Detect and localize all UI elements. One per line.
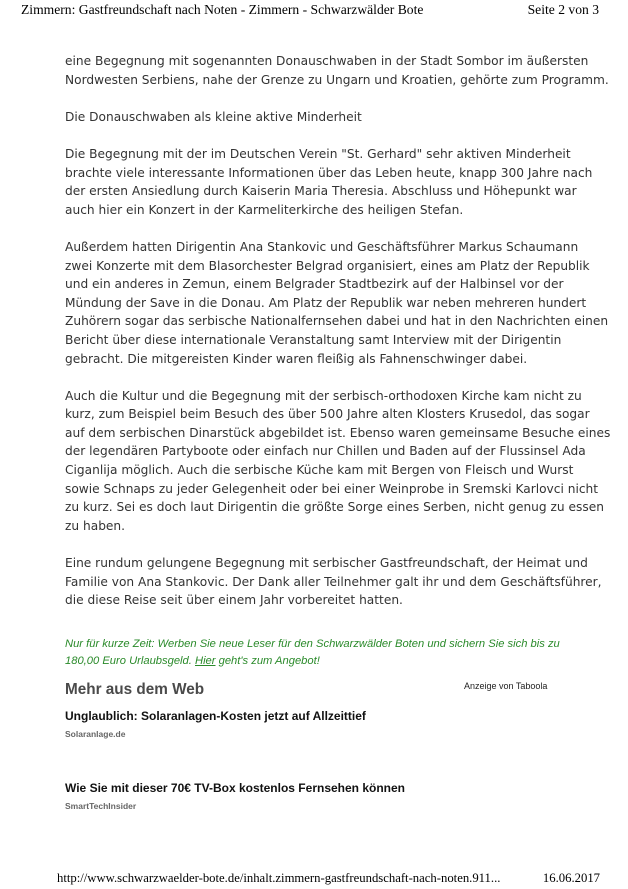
text-line: sowie Schnaps zu jeder Gelegenheit oder bei einer Weinprobe in Sremski Karlovci nicht [65, 481, 599, 496]
promo-line: Nur für kurze Zeit: Werben Sie neue Leser für den Schwarzwälder Boten und sichern Sie sich bis zu [65, 638, 560, 650]
print-footer [0, 871, 628, 889]
sponsor-label[interactable]: Anzeige von Taboola [464, 681, 548, 691]
text-line: auf dem serbischen Dinarstück abgebildet ist. Ebenso waren gemeinsame Besuche eines [65, 425, 611, 440]
article-subheading [65, 108, 565, 127]
text-line: gebracht. Die mitgereisten Kinder waren fleißig als Fahnenschwinger dabei. [65, 351, 528, 366]
text-line: Außerdem hatten Dirigentin Ana Stankovic und Geschäftsführer Markus Schaumann [65, 239, 579, 254]
recommendations-heading: Mehr aus dem Web [65, 681, 205, 698]
text-line: die diese Reise seit über einem Jahr vorbereitet hatten. [65, 593, 403, 608]
promo-notice [65, 636, 575, 670]
article-paragraph [65, 387, 611, 536]
text-line: brachte viele interessante Informationen über das Leben heute, knapp 300 Jahre nach [65, 165, 593, 180]
text-line: auch hier ein Konzert in der Karmeliterkirche des heiligen Stefan. [65, 202, 464, 217]
text-line: der ersten Ansiedlung durch Kaiserin Maria Theresia. Abschluss und Höhepunkt war [65, 184, 577, 199]
subheading-text: Die Donauschwaben als kleine aktive Minderheit [65, 109, 362, 124]
recommendation-item[interactable] [65, 781, 585, 811]
promo-text: geht's zum Angebot! [215, 655, 320, 667]
text-line: der legendären Partyboote oder einfach nur Chillen und Baden auf der Flussinsel Ada [65, 444, 586, 459]
print-date: 16.06.2017 [542, 871, 600, 885]
recommendation-source: SmartTechInsider [65, 801, 137, 811]
text-line: zu haben. [65, 518, 126, 533]
text-line: eine Begegnung mit sogenannten Donauschwaben in der Stadt Sombor im äußersten [65, 54, 589, 68]
article-paragraph [65, 554, 602, 610]
text-line: Familie von Ana Stankovic. Der Dank aller Teilnehmer galt ihr und dem Geschäftsführer, [65, 574, 602, 589]
recommendation-title[interactable]: Unglaublich: Solaranlagen-Kosten jetzt auf Allzeittief [65, 709, 366, 723]
text-line: Eine rundum gelungene Begegnung mit serbischer Gastfreundschaft, der Heimat und [65, 556, 588, 571]
article-paragraph [65, 145, 593, 219]
text-line: Zuhörern sogar das serbische Nationalfernsehen dabei und hat in den Nachrichten einen [65, 314, 609, 329]
promo-offer-link[interactable]: Hier [194, 655, 216, 667]
text-line: Auch die Kultur und die Begegnung mit der serbisch-orthodoxen Kirche kam nicht zu [65, 388, 582, 403]
text-line: Ciganlija möglich. Auch die serbische Küche kam mit Bergen von Fleisch und Wurst [65, 463, 574, 478]
text-line: zu kurz. Sei es doch laut Dirigentin die größte Sorge eines Serben, nicht genug zu essen [65, 500, 604, 515]
text-line: zwei Konzerte mit dem Blasorchester Belgrad organisiert, eines am Platz der Republik [65, 258, 590, 273]
recommendation-title[interactable]: Wie Sie mit dieser 70€ TV-Box kostenlos Fernsehen können [65, 781, 405, 795]
article-paragraph [65, 238, 609, 368]
recommendation-source: Solaranlage.de [65, 729, 126, 739]
text-line: Bericht über diese internationale Veranstaltung samt Interview mit der Dirigentin [65, 332, 562, 347]
page-number: Seite 2 von 3 [527, 2, 599, 17]
page-url: http://www.schwarzwaelder-bote.de/inhalt.zimmern-gastfreundschaft-nach-noten.911... [57, 871, 501, 885]
promo-text: 180,00 Euro Urlaubsgeld. [65, 655, 195, 667]
text-line: kurz, zum Beispiel beim Besuch des über 500 Jahre alten Klosters Krusedol, das sogar [65, 407, 590, 422]
text-line: Die Begegnung mit der im Deutschen Verein "St. Gerhard" sehr aktiven Minderheit [65, 146, 571, 161]
article-paragraph [65, 52, 609, 89]
print-header [0, 0, 628, 22]
recommendation-item[interactable] [65, 709, 585, 739]
text-line: Nordwesten Serbiens, nahe der Grenze zu Ungarn und Kroatien, gehörte zum Programm. [65, 72, 609, 87]
text-line: und ein anderes in Zemun, einem Belgrader Stadtbezirk auf der Halbinsel vor der [65, 277, 564, 292]
promo-line [65, 653, 575, 670]
article-body [65, 52, 611, 628]
text-line: Mündung der Save in die Donau. Am Platz der Republik war neben mehreren hundert [65, 295, 587, 310]
page-title: Zimmern: Gastfreundschaft nach Noten - Zimmern - Schwarzwälder Bote [21, 2, 424, 17]
